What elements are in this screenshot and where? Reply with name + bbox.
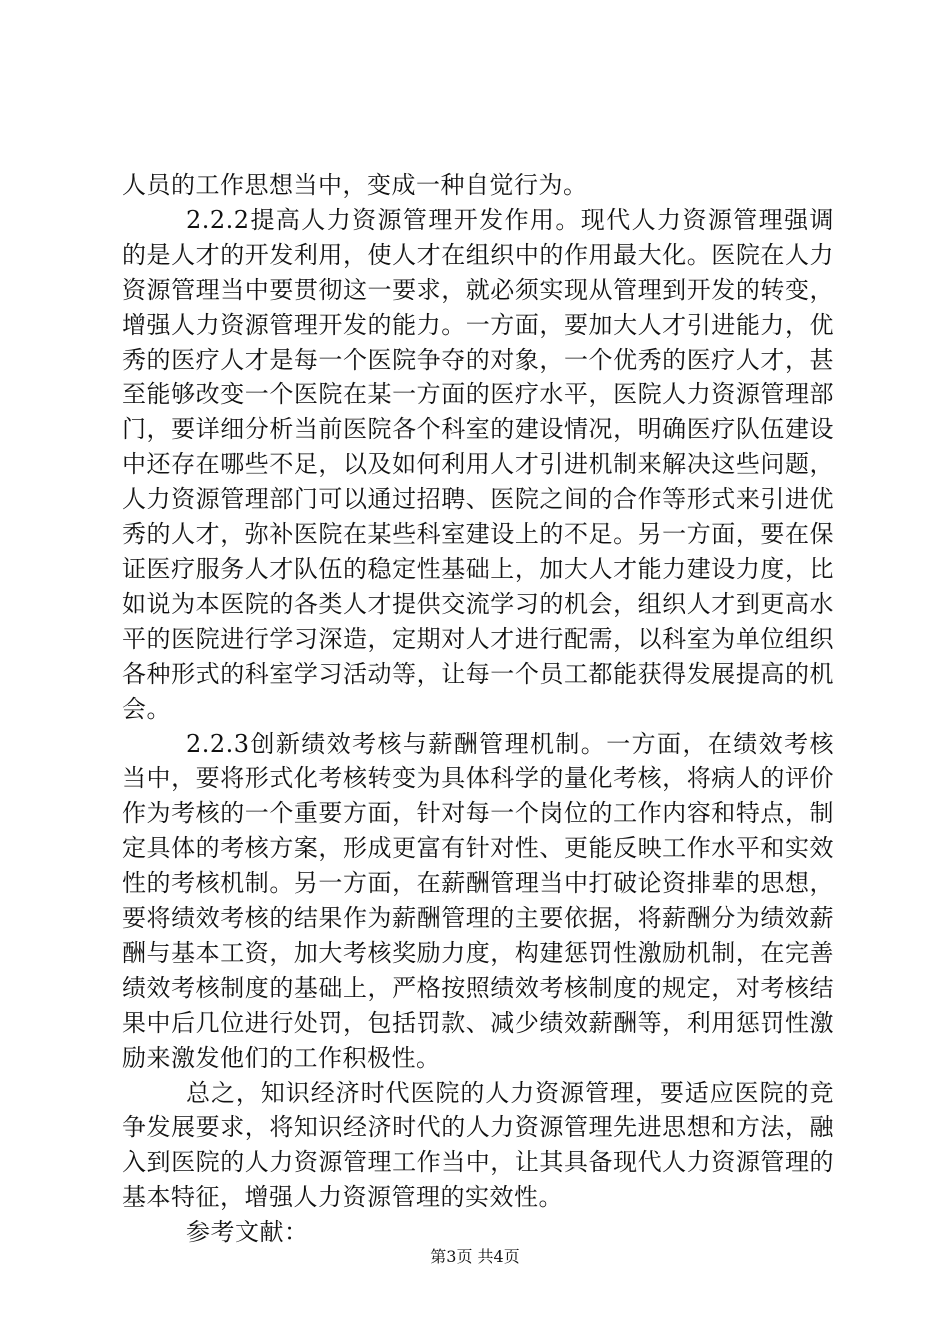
paragraph-section-2-2-3: 2.2.3创新绩效考核与薪酬管理机制。一方面，在绩效考核当中，要将形式化考核转变为具体科学的量化考核，将病人的评价作为考核的一个重要方面，针对每一个岗位的工作内容和特点，制定具体的考核方案，形成更富有针对性、更能反映工作水平和实效性的考核机制。另一方面，在薪酬管理当中打破论资排辈的思想，要将绩效考核的结果作为薪酬管理的主要依据，将薪酬分为绩效薪酬与基本工资，加大考核奖励力度，构建惩罚性激励机制，在完善绩效考核制度的基础上，严格按照绩效考核制度的规定，对考核结果中后几位进行处罚，包括罚款、减少绩效薪酬等，利用惩罚性激励来激发他们的工作积极性。	[122, 729, 834, 1072]
page-footer: 第3页 共4页	[430, 1247, 520, 1266]
paragraph-continuation: 人员的工作思想当中，变成一种自觉行为。	[122, 171, 588, 199]
paragraph-section-2-2-2: 2.2.2提高人力资源管理开发作用。现代人力资源管理强调的是人才的开发利用，使人才在组织中的作用最大化。医院在人力资源管理当中要贯彻这一要求，就必须实现从管理到开发的转变，增强人力资源管理开发的能力。一方面，要加大人才引进能力，优秀的医疗人才是每一个医院争夺的对象，一个优秀的医疗人才，甚至能够改变一个医院在某一方面的医疗水平，医院人力资源管理部门，要详细分析当前医院各个科室的建设情况，明确医疗队伍建设中还存在哪些不足，以及如何利用人才引进机制来解决这些问题，人力资源管理部门可以通过招聘、医院之间的合作等形式来引进优秀的人才，弥补医院在某些科室建设上的不足。另一方面，要在保证医疗服务人才队伍的稳定性基础上，加大人才能力建设力度，比如说为本医院的各类人才提供交流学习的机会，组织人才到更高水平的医院进行学习深造，定期对人才进行配需，以科室为单位组织各种形式的科室学习活动等，让每一个员工都能获得发展提高的机会。	[122, 205, 834, 723]
references-heading: 参考文献：	[186, 1218, 309, 1247]
document-body	[122, 168, 834, 1250]
paragraph-conclusion: 总之，知识经济时代医院的人力资源管理，要适应医院的竞争发展要求，将知识经济时代的人力资源管理先进思想和方法，融入到医院的人力资源管理工作当中，让其具备现代人力资源管理的基本特征，增强人力资源管理的实效性。	[122, 1078, 834, 1212]
